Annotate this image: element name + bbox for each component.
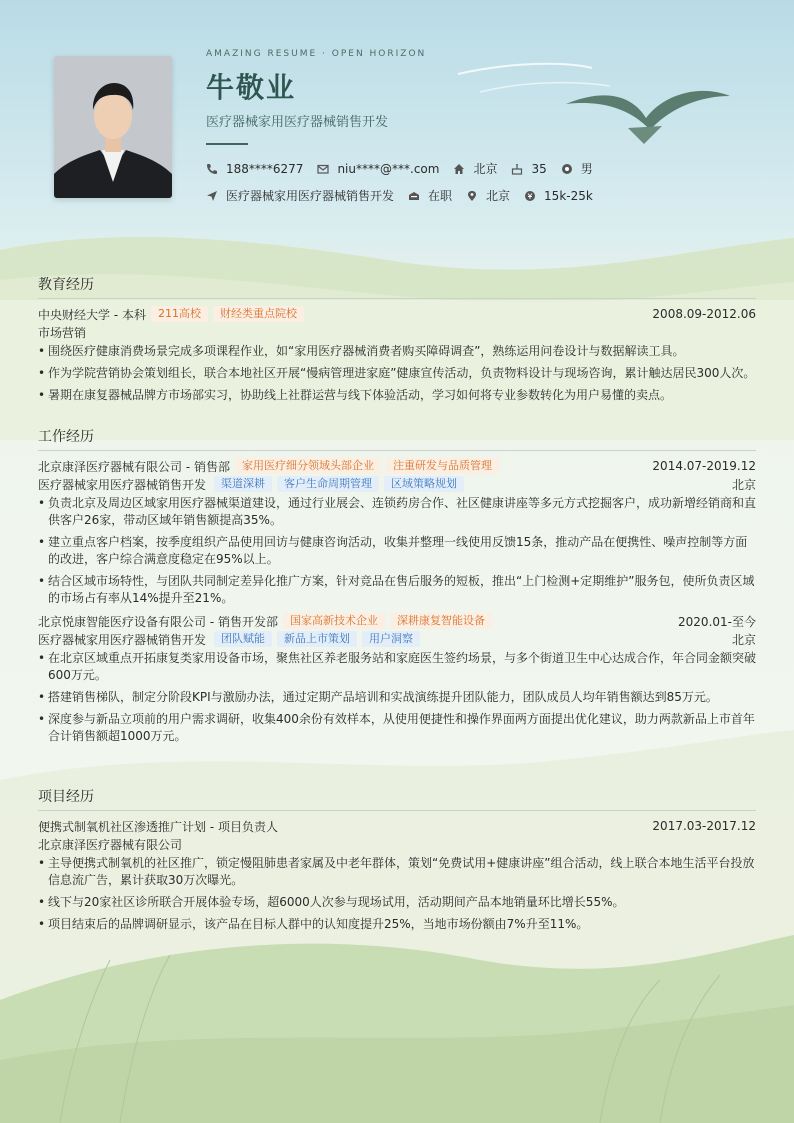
phone-text: 188****6277 — [226, 161, 304, 176]
salary-icon — [524, 190, 536, 202]
job-city: 北京 — [731, 632, 756, 647]
home-item — [453, 160, 497, 177]
send-icon — [206, 190, 218, 202]
skill-tag: 用户洞察 — [362, 631, 420, 647]
salary-text: 15k-25k — [544, 188, 593, 203]
home-text: 北京 — [473, 162, 498, 176]
phone-item — [206, 162, 303, 176]
job-role: 医疗器械家用医疗器械销售开发 — [38, 477, 207, 492]
project-bullets — [38, 855, 756, 933]
target-city-item — [466, 187, 510, 204]
company-tag: 注重研发与品质管理 — [386, 458, 499, 474]
gender-icon — [561, 163, 573, 175]
mail-icon — [317, 163, 329, 175]
list-item: • 作为学院营销协会策划组长，联合本地社区开展“慢病管理进家庭”健康宣传活动，负责物料设计与现场咨询，累计触达居民300人次。 — [38, 365, 756, 382]
company-name: 北京康泽医疗器械有限公司 - 销售部 — [38, 459, 230, 474]
target-position-item — [206, 187, 394, 204]
skill-tag: 渠道深耕 — [214, 476, 272, 492]
job-info-row — [206, 187, 607, 204]
skill-tag: 新品上市策划 — [277, 631, 357, 647]
job-city: 北京 — [731, 477, 756, 492]
project-title: 项目经历 — [38, 786, 756, 811]
project-section — [38, 786, 756, 938]
resume-tagline: AMAZING RESUME · OPEN HORIZON — [206, 49, 427, 59]
list-item: • 暑期在康复器械品牌方市场部实习，协助线上社群运营与线下体验活动，学习如何将专业参数转化为用户易懂的卖点。 — [38, 387, 756, 404]
school-name: 中央财经大学 - 本科 — [38, 307, 146, 322]
education-date: 2008.09-2012.06 — [652, 307, 756, 321]
contact-info-row — [206, 160, 607, 177]
list-item: • 负责北京及周边区域家用医疗器械渠道建设，通过行业展会、连锁药房合作、社区健康讲座等多元方式挖掘客户，成功新增经销商和直供客户26家，带动区域年销售额提高35%。 — [38, 495, 756, 529]
education-major-line — [38, 323, 756, 341]
company-tag: 家用医疗细分领域头部企业 — [235, 458, 381, 474]
title-underline — [206, 143, 248, 145]
school-tag: 211高校 — [151, 306, 208, 322]
salary-item — [524, 189, 593, 203]
phone-icon — [206, 163, 218, 175]
education-bullets — [38, 343, 756, 404]
candidate-name: 牛敬业 — [206, 71, 297, 104]
education-title: 教育经历 — [38, 274, 756, 299]
list-item: • 深度参与新品立项前的用户需求调研，收集400余份有效样本，从使用便捷性和操作界面两方面提出优化建议，助力两款新品上市首年合计销售额超1000万元。 — [38, 711, 756, 745]
company-tag: 深耕康复智能设备 — [390, 613, 492, 629]
work-title: 工作经历 — [38, 426, 756, 451]
list-item: • 建立重点客户档案，按季度组织产品使用回访与健康咨询活动，收集并整理一线使用反馈15条，推动产品在便携性、噪声控制等方面的改进，客户综合满意度稳定在95%以上。 — [38, 534, 756, 568]
status-text: 在职 — [428, 189, 453, 203]
education-entry-head — [38, 305, 756, 323]
profile-photo — [54, 56, 172, 198]
job-intention: 医疗器械家用医疗器械销售开发 — [206, 115, 389, 130]
status-item — [408, 187, 452, 204]
skill-tag: 区域策略规划 — [384, 476, 464, 492]
email-item — [317, 162, 439, 176]
list-item: • 项目结束后的品牌调研显示，该产品在目标人群中的认知度提升25%，当地市场份额由7%升至11%。 — [38, 916, 756, 933]
job-role: 医疗器械家用医疗器械销售开发 — [38, 632, 207, 647]
target-position-text: 医疗器械家用医疗器械销售开发 — [226, 189, 395, 203]
age-text: 35 — [531, 161, 547, 176]
education-section — [38, 274, 756, 409]
list-item: • 结合区域市场特性，与团队共同制定差异化推广方案，针对竞品在售后服务的短板，推出“上门检测+定期维护”服务包，使所负责区域的市场占有率从14%提升至21%。 — [38, 573, 756, 607]
work-section — [38, 426, 756, 750]
age-item — [511, 162, 546, 176]
cake-icon — [511, 163, 523, 175]
job-entry — [38, 457, 756, 607]
project-name: 便携式制氧机社区渗透推广计划 - 项目负责人 — [38, 819, 278, 834]
list-item: • 主导便携式制氧机的社区推广，锁定慢阻肺患者家属及中老年群体，策划“免费试用+健康讲座”组合活动，线上联合本地生活平台投放信息流广告，累计获取30万次曝光。 — [38, 855, 756, 889]
major: 市场营销 — [38, 325, 87, 340]
gender-text: 男 — [580, 162, 593, 176]
list-item: • 线下与20家社区诊所联合开展体验专场，超6000人次参与现场试用，活动期间产品本地销量环比增长55%。 — [38, 894, 756, 911]
location-pin-icon — [466, 190, 478, 202]
list-item: • 围绕医疗健康消费场景完成多项课程作业，如“家用医疗器械消费者购买障碍调查”，熟练运用问卷设计与数据解读工具。 — [38, 343, 756, 360]
target-city-text: 北京 — [486, 189, 511, 203]
skill-tag: 团队赋能 — [214, 631, 272, 647]
school-tag: 财经类重点院校 — [213, 306, 304, 322]
gender-item — [561, 160, 593, 177]
list-item: • 在北京区域重点开拓康复类家用设备市场，聚焦社区养老服务站和家庭医生签约场景，与多个街道卫生中心达成合作，年合同金额突破600万元。 — [38, 650, 756, 684]
job-date: 2014.07-2019.12 — [652, 459, 756, 473]
job-bullets — [38, 650, 756, 745]
company-name: 北京悦康智能医疗设备有限公司 - 销售开发部 — [38, 614, 278, 629]
list-item: • 搭建销售梯队，制定分阶段KPI与激励办法，通过定期产品培训和实战演练提升团队能力，团队成员人均年销售额达到85万元。 — [38, 689, 756, 706]
job-entry — [38, 612, 756, 745]
project-entry-head — [38, 817, 756, 835]
email-text: niu****@***.com — [337, 161, 440, 176]
status-icon — [408, 190, 420, 202]
job-date: 2020.01-至今 — [678, 614, 756, 629]
home-icon — [453, 163, 465, 175]
job-bullets — [38, 495, 756, 607]
project-date: 2017.03-2017.12 — [652, 819, 756, 833]
company-tag: 国家高新技术企业 — [283, 613, 385, 629]
project-company: 北京康泽医疗器械有限公司 — [38, 837, 183, 852]
skill-tag: 客户生命周期管理 — [277, 476, 379, 492]
